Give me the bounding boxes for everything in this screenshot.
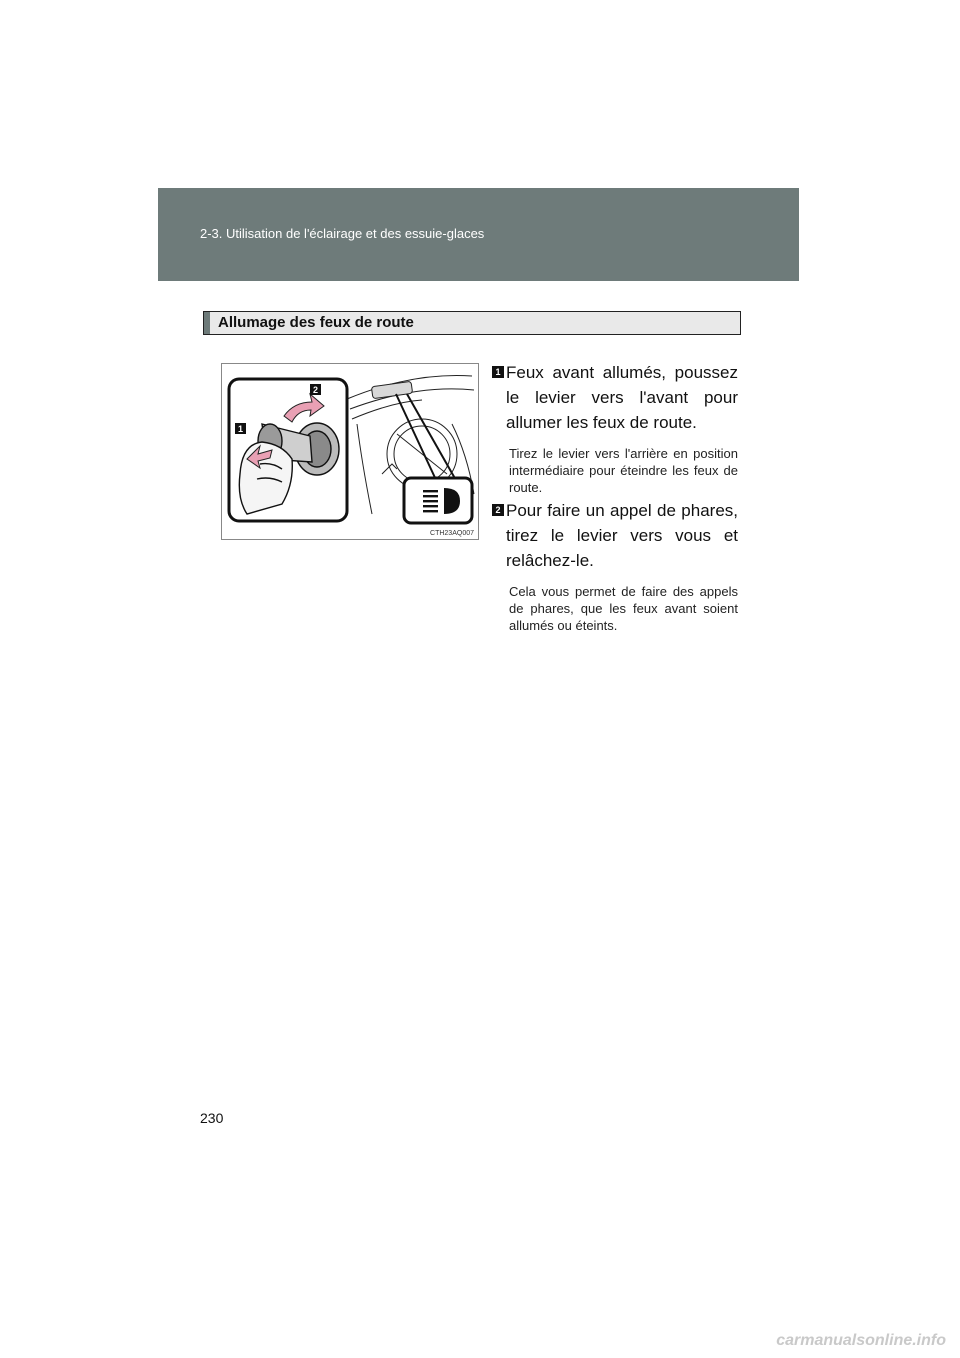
- step-1-sub-text: Tirez le levier vers l'arrière en position intermédiaire pour éteindre les feux de route.: [509, 446, 738, 495]
- step-2-main-text: Pour faire un appel de phares, tirez le levier vers vous et relâchez-le.: [506, 501, 738, 570]
- lever-illustration-drawing: [222, 364, 478, 539]
- step-2: [492, 498, 738, 634]
- page-number: 230: [200, 1110, 224, 1126]
- lever-illustration: [221, 363, 479, 540]
- step-1: [492, 360, 738, 496]
- step-2-sub-text: Cela vous permet de faire des appels de phares, que les feux avant soient allumés ou éteints.: [509, 584, 738, 633]
- step-1-main-text: Feux avant allumés, poussez le levier vers l'avant pour allumer les feux de route.: [506, 363, 738, 432]
- figure-badge-1-label: 1: [237, 424, 244, 434]
- section-title-bar: [203, 311, 741, 335]
- step-1-badge: 1: [492, 366, 504, 378]
- section-title: Allumage des feux de route: [218, 314, 414, 331]
- section-title-accent: [204, 312, 210, 334]
- chapter-header-title: 2-3. Utilisation de l'éclairage et des essuie-glaces: [200, 226, 485, 241]
- watermark: carmanualsonline.info: [776, 1332, 946, 1349]
- figure-badge-2-label: 2: [312, 385, 319, 395]
- step-2-badge: 2: [492, 504, 504, 516]
- figure-code: CTH23AQ007: [430, 530, 474, 537]
